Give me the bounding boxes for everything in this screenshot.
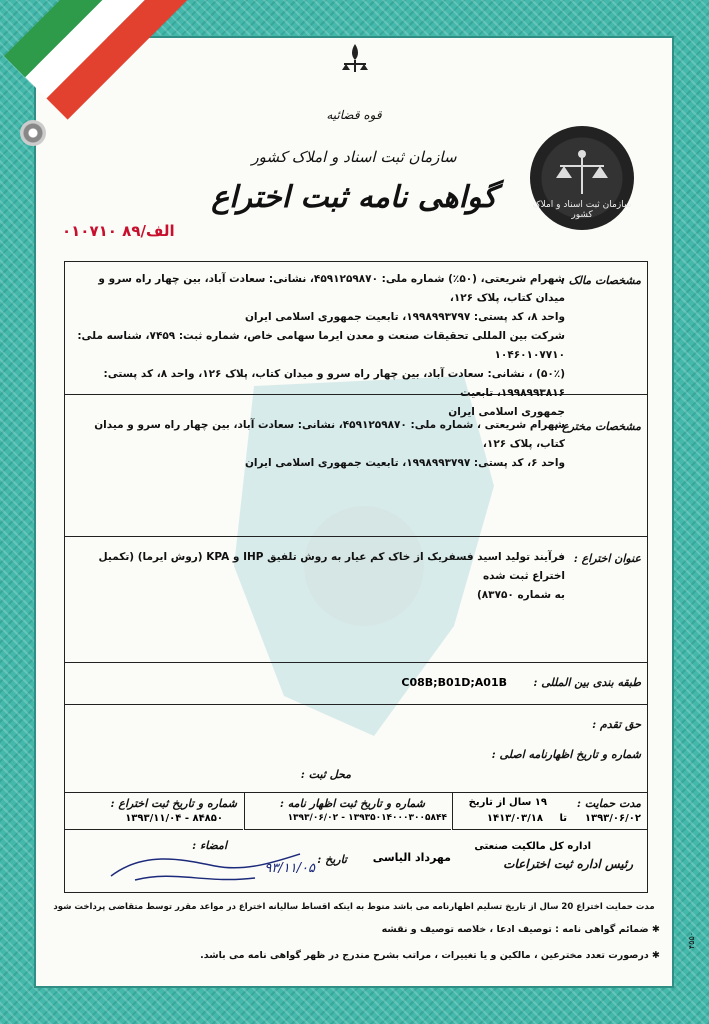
invention-title-text: فرآیند تولید اسید فسفریک از خاک کم عیار به روش تلفیق IHP و KPA (روش ایرما) (تکمیل اختراع ثبت شده به شماره ۸۳۷۵۰) [98,551,565,601]
handwritten-date: ۹۳/۱۱/۰۵ [264,861,315,876]
owner-row [65,262,647,418]
protection-cell: مدت حمایت : ۱۹ سال از تاریخ ۱۳۹۳/۰۶/۰۲ تا ۱۴۱۳/۰۳/۱۸ [452,793,647,830]
signatory-name: مهرداد الیاسی [372,851,451,864]
registration-cell: شماره و تاریخ ثبت اختراع : ۸۴۸۵۰ - ۱۳۹۳/۱۱/۰۴ [65,793,243,830]
seal-text: سازمان ثبت اسناد و املاک کشور [532,200,632,220]
certificate-paper [34,36,696,988]
protection-note: مدت حمایت اختراع 20 سال از تاریخ تسلیم اظهارنامه می باشد منوط به اینکه اقساط سالیانه اختراع در مواعد مقرر توسط متقاضی پرداخت شود [53,902,655,912]
attachments-note: ✱ ضمائم گواهی نامه : توصیف ادعا ، خلاصه توصیف و نقشه [381,924,660,935]
declaration-cell: شماره و تاریخ ثبت اظهار نامه : ۱۳۹۳۵۰۱۴۰۰۰۳۰۰۵۸۴۴ - ۱۳۹۳/۰۶/۰۲ [244,793,451,830]
date-label: تاریخ : [317,853,347,866]
organization-name: سازمان ثبت اسناد و املاک کشور [251,148,457,166]
certificate-title: گواهی نامه ثبت اختراع [211,180,497,215]
judiciary-emblem-icon [340,42,370,74]
classification-value: C08B;B01D;A01B [401,676,507,689]
inventor-label: مشخصات مخترع : [554,420,641,433]
details-table [64,261,648,893]
bullet-icon: ✱ [652,924,660,935]
serial-number: الف/۸۹ ۰۱۰۷۱۰ [62,222,175,240]
signatory-role: رئیس اداره ثبت اختراعات [503,857,633,871]
classification-row [65,664,647,705]
inventor-row [65,396,647,537]
owner-label: مشخصات مالک : [560,274,641,287]
signatory-dept: اداره کل مالکیت صنعتی [474,841,591,852]
judiciary-label: قوه قضائیه [326,108,382,122]
classification-label: طبقه بندی بین المللی : [533,676,641,689]
registration-place-label: محل ثبت : [300,768,351,781]
sign-label: امضاء : [192,839,227,852]
invention-title-label: عنوان اختراع : [573,552,641,565]
multiple-owners-note: ✱ درصورت تعدد مخترعین ، مالکین و یا تغییرات ، مراتب بشرح مندرج در ظهر گواهی نامه می باشد. [200,950,660,961]
bullet-icon: ✱ [652,950,660,961]
owner-details: شهرام شریعتی، (۵۰٪) شماره ملی: ۴۵۹۱۲۵۹۸۷۰، نشانی: سعادت آباد، بین چهار راه سرو و میدان کتاب، پلاک ۱۲۶، واحد ۸، کد پستی: ۱۹۹۸۹۹۳۷۹۷، تابعیت جمهوری اسلامی ایران شرکت بین المللی تحقیقات صنعت و معدن ایرما سهامی خاص، شماره ثبت: ۷۴۵۹، شناسه ملی: ۱۰۴۶۰۱۰۷۷۱۰ (۵۰٪) ، نشانی: سعادت آباد، بین چهار راه سرو و میدان کتاب، پلاک ۱۲۶، واحد ۸، کد پستی: ۱۹۹۸۹۹۳۸۱۶، تابعیت جمهوری اسلامی ایران [77,273,565,418]
original-declaration-label: شماره و تاریخ اظهارنامه اصلی : [491,748,641,761]
priority-label: حق تقدم : [592,718,641,731]
margin-code: ۴۵۵۰ [686,931,696,950]
scales-icon [552,144,612,204]
invention-title-row [65,538,647,663]
registry-seal [530,126,634,230]
grommet-icon [20,120,46,146]
inventor-details: شهرام شریعتی ، شماره ملی: ۴۵۹۱۲۵۹۸۷۰، نشانی: سعادت آباد، بین چهار راه سرو و میدان کتاب، پلاک ۱۲۶، واحد ۶، کد پستی: ۱۹۹۸۹۹۳۷۹۷، تابعیت جمهوری اسلامی ایران [94,419,565,469]
handwritten-signature-icon [105,840,305,890]
